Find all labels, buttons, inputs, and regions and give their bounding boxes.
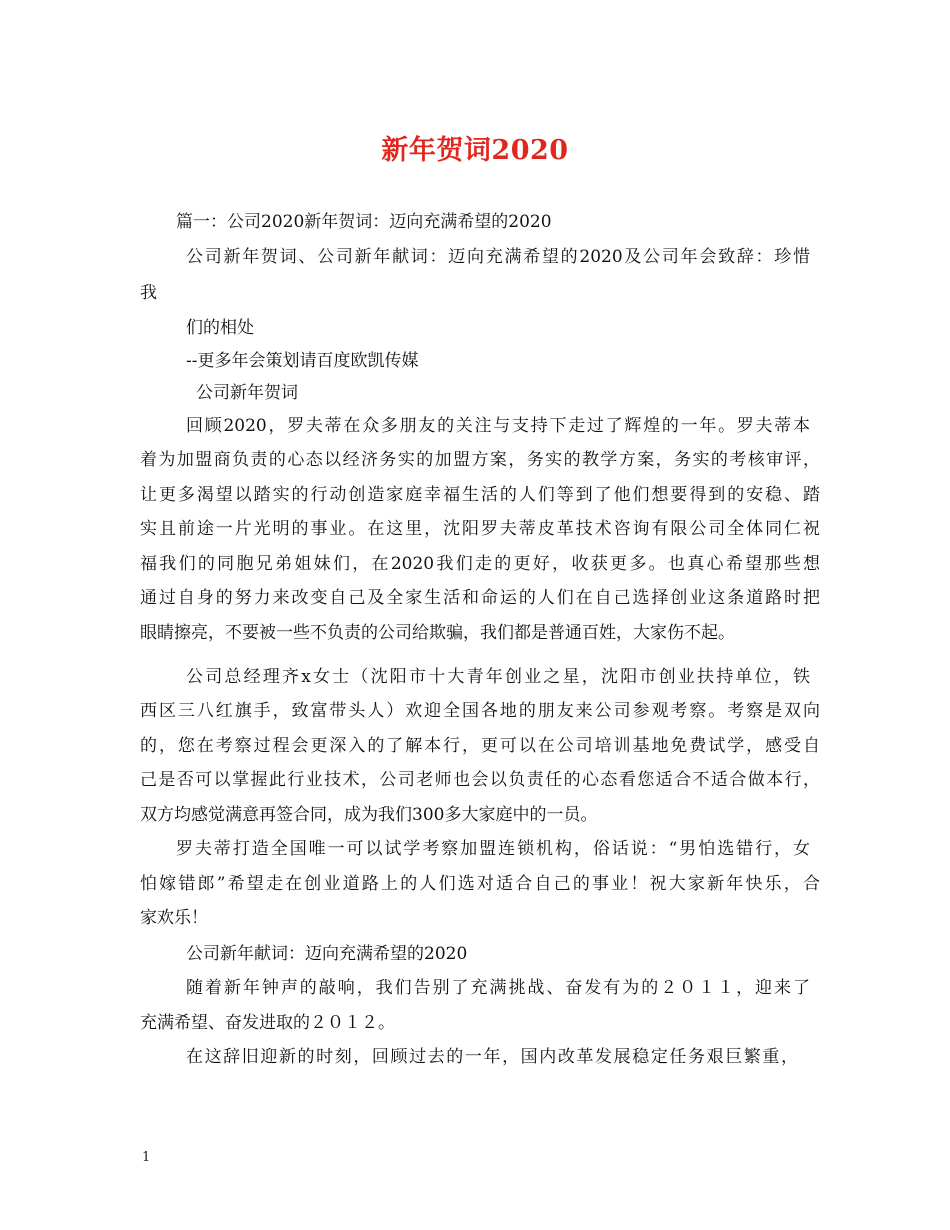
document-title: 新年贺词2020 (381, 135, 569, 166)
text-line: 在这辞旧迎新的时刻，回顾过去的一年，国内改革发展稳定任务艰巨繁重， (186, 1047, 798, 1067)
text-line: 罗夫蒂打造全国唯一可以试学考察加盟连锁机构，俗话说：“男怕选错行，女 (176, 839, 810, 859)
text-line: 双方均感觉满意再签合同，成为我们300多大家庭中的一员。 (140, 805, 598, 825)
text-line: 西区三八红旗手，致富带头人）欢迎全国各地的朋友来公司参观考察。考察是双向 (140, 701, 820, 721)
text-line: 随着新年钟声的敲响，我们告别了充满挑战、奋发有为的２０１１，迎来了 (186, 978, 810, 998)
text-line: 们的相处 (186, 318, 254, 338)
text-line: 篇一：公司2020新年贺词：迈向充满希望的2020 (176, 212, 552, 232)
text-line: 着为加盟商负责的心态以经济务实的加盟方案，务实的教学方案，务实的考核审评， (140, 450, 820, 470)
text-line: 眼睛擦亮，不要被一些不负责的公司给欺骗，我们都是普通百姓，大家伤不起。 (140, 623, 735, 643)
text-line: 公司新年贺词 (196, 383, 298, 403)
text-line: 回顾2020，罗夫蒂在众多朋友的关注与支持下走过了辉煌的一年。罗夫蒂本 (186, 416, 810, 436)
text-line: 我 (140, 283, 157, 303)
text-line: 充满希望、奋发进取的２０１２。 (140, 1013, 395, 1033)
text-line: 通过自身的努力来改变自己及全家生活和命运的人们在自己选择创业这条道路时把 (140, 588, 820, 608)
text-line: 己是否可以掌握此行业技术，公司老师也会以负责任的心态看您适合不适合做本行， (140, 770, 820, 790)
text-line: 的，您在考察过程会更深入的了解本行，更可以在公司培训基地免费试学，感受自 (140, 736, 820, 756)
text-line: 公司新年献词：迈向充满希望的2020 (186, 944, 468, 964)
text-line: 公司新年贺词、公司新年献词：迈向充满希望的2020及公司年会致辞：珍惜 (186, 247, 810, 267)
text-line: 实且前途一片光明的事业。在这里，沈阳罗夫蒂皮革技术咨询有限公司全体同仁祝 (140, 519, 820, 539)
text-line: 福我们的同胞兄弟姐妹们，在2020我们走的更好，收获更多。也真心希望那些想 (140, 554, 820, 574)
text-line: 让更多渴望以踏实的行动创造家庭幸福生活的人们等到了他们想要得到的安稳、踏 (140, 485, 820, 505)
text-line: --更多年会策划请百度欧凯传媒 (186, 351, 419, 371)
text-line: 公司总经理齐x女士（沈阳市十大青年创业之星，沈阳市创业扶持单位，铁 (186, 667, 810, 687)
text-line: 家欢乐！ (140, 908, 208, 928)
text-line: 怕嫁错郎”希望走在创业道路上的人们选对适合自己的事业！祝大家新年快乐，合 (140, 874, 820, 894)
page-number: 1 (142, 1150, 151, 1165)
